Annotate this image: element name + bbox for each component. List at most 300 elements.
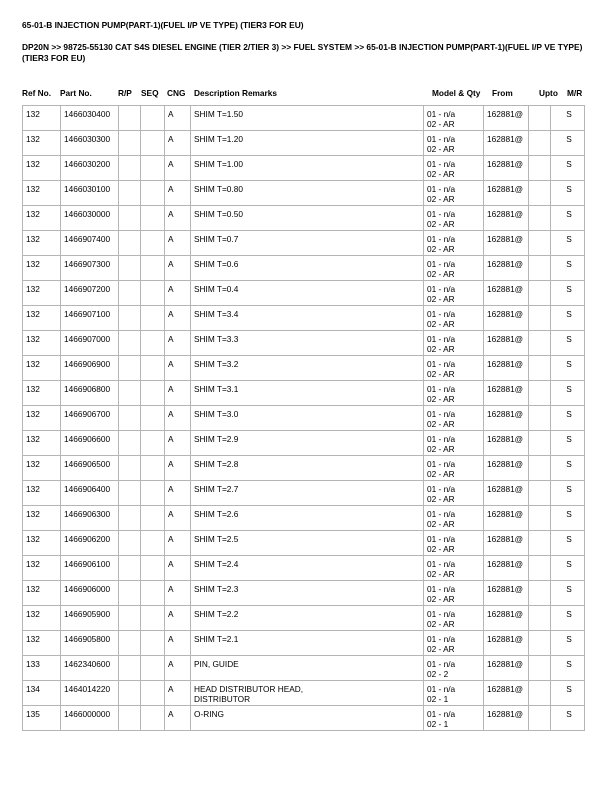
cell-model-qty: [424, 606, 484, 631]
cell-mr-text: S: [566, 434, 572, 444]
cell-from-text: 162881@: [487, 209, 524, 219]
cell-rp: [119, 156, 141, 181]
cell-mr-text: S: [566, 134, 572, 144]
cell-mr-text: S: [566, 359, 572, 369]
cell-mr-text: S: [566, 384, 572, 394]
cell-rp: [119, 581, 141, 606]
cell-mr: [551, 206, 585, 231]
cell-ref: [23, 131, 61, 156]
cell-model-qty-text: 02 - AR: [427, 469, 455, 479]
cell-cng-text: A: [168, 384, 174, 394]
cell-mr-text: S: [566, 159, 572, 169]
cell-cng-text: A: [168, 109, 174, 119]
cell-model-qty: [424, 706, 484, 731]
cell-description-text: SHIM T=0.4: [194, 284, 239, 294]
cell-ref: [23, 606, 61, 631]
cell-ref: [23, 631, 61, 656]
cell-model-qty: [424, 181, 484, 206]
cell-rp: [119, 181, 141, 206]
cell-mr: [551, 356, 585, 381]
cell-description-text: SHIM T=2.1: [194, 634, 239, 644]
table-row: [23, 431, 585, 456]
cell-upto: [529, 281, 551, 306]
cell-part-no: [61, 531, 119, 556]
cell-model-qty-text: 02 - AR: [427, 344, 455, 354]
cell-model-qty-text: 02 - AR: [427, 194, 455, 204]
cell-seq: [141, 106, 165, 131]
cell-description-text: SHIM T=0.7: [194, 234, 239, 244]
cell-upto: [529, 456, 551, 481]
cell-upto: [529, 531, 551, 556]
table-row: [23, 156, 585, 181]
cell-model-qty: [424, 281, 484, 306]
cell-model-qty: [424, 206, 484, 231]
col-header-from: From: [492, 88, 513, 98]
cell-model-qty-text: 02 - AR: [427, 144, 455, 154]
cell-seq: [141, 131, 165, 156]
cell-description: [191, 631, 424, 656]
cell-model-qty-text: 01 - n/a: [427, 334, 456, 344]
cell-from-text: 162881@: [487, 659, 524, 669]
cell-mr-text: S: [566, 534, 572, 544]
cell-part-no-text: 1466906400: [64, 484, 111, 494]
cell-upto: [529, 556, 551, 581]
cell-description: [191, 231, 424, 256]
cell-from: [484, 281, 529, 306]
cell-model-qty-text: 01 - n/a: [427, 434, 456, 444]
cell-rp: [119, 306, 141, 331]
cell-model-qty: [424, 531, 484, 556]
cell-model-qty-text: 01 - n/a: [427, 559, 456, 569]
col-header-part: Part No.: [60, 88, 92, 98]
cell-rp: [119, 206, 141, 231]
cell-cng-text: A: [168, 534, 174, 544]
cell-ref-text: 132: [26, 409, 40, 419]
cell-part-no: [61, 581, 119, 606]
cell-mr: [551, 106, 585, 131]
cell-description: [191, 381, 424, 406]
cell-upto: [529, 206, 551, 231]
cell-description-text: SHIM T=3.4: [194, 309, 239, 319]
cell-mr-text: S: [566, 334, 572, 344]
cell-upto: [529, 406, 551, 431]
cell-part-no: [61, 406, 119, 431]
cell-mr-text: S: [566, 309, 572, 319]
table-row: [23, 106, 585, 131]
cell-seq: [141, 181, 165, 206]
cell-mr: [551, 381, 585, 406]
cell-from-text: 162881@: [487, 359, 524, 369]
cell-part-no: [61, 656, 119, 681]
cell-rp: [119, 556, 141, 581]
cell-description: [191, 606, 424, 631]
cell-mr: [551, 156, 585, 181]
cell-cng: [165, 631, 191, 656]
cell-ref: [23, 281, 61, 306]
cell-seq: [141, 531, 165, 556]
cell-description-text: SHIM T=1.20: [194, 134, 243, 144]
cell-upto: [529, 681, 551, 706]
cell-ref: [23, 681, 61, 706]
cell-part-no-text: 1466906600: [64, 434, 111, 444]
cell-from-text: 162881@: [487, 184, 524, 194]
cell-part-no-text: 1466906300: [64, 509, 111, 519]
cell-mr: [551, 506, 585, 531]
cell-cng: [165, 206, 191, 231]
table-row: [23, 231, 585, 256]
cell-rp: [119, 381, 141, 406]
cell-ref-text: 132: [26, 509, 40, 519]
cell-mr: [551, 481, 585, 506]
cell-part-no-text: 1466906800: [64, 384, 111, 394]
cell-from-text: 162881@: [487, 534, 524, 544]
cell-cng: [165, 506, 191, 531]
cell-ref-text: 132: [26, 384, 40, 394]
cell-cng-text: A: [168, 159, 174, 169]
cell-upto: [529, 431, 551, 456]
cell-model-qty: [424, 106, 484, 131]
table-row: [23, 356, 585, 381]
cell-model-qty: [424, 556, 484, 581]
cell-ref-text: 132: [26, 159, 40, 169]
cell-description-text: PIN, GUIDE: [194, 659, 239, 669]
cell-description: [191, 281, 424, 306]
cell-ref: [23, 256, 61, 281]
cell-model-qty-text: 02 - AR: [427, 419, 455, 429]
cell-part-no: [61, 356, 119, 381]
cell-rp: [119, 481, 141, 506]
cell-model-qty: [424, 231, 484, 256]
cell-cng-text: A: [168, 609, 174, 619]
cell-rp: [119, 456, 141, 481]
cell-upto: [529, 706, 551, 731]
cell-part-no: [61, 681, 119, 706]
cell-model-qty: [424, 631, 484, 656]
cell-rp: [119, 706, 141, 731]
cell-ref-text: 132: [26, 484, 40, 494]
cell-part-no: [61, 231, 119, 256]
cell-rp: [119, 406, 141, 431]
cell-part-no-text: 1466907100: [64, 309, 111, 319]
cell-ref-text: 132: [26, 309, 40, 319]
table-row: [23, 681, 585, 706]
cell-mr: [551, 181, 585, 206]
cell-description: [191, 581, 424, 606]
col-header-model: Model & Qty: [432, 88, 481, 98]
cell-upto: [529, 306, 551, 331]
cell-model-qty: [424, 331, 484, 356]
table-row: [23, 556, 585, 581]
cell-description: [191, 431, 424, 456]
cell-cng: [165, 281, 191, 306]
cell-description-text: SHIM T=2.4: [194, 559, 239, 569]
cell-from: [484, 581, 529, 606]
cell-from-text: 162881@: [487, 634, 524, 644]
cell-ref-text: 132: [26, 434, 40, 444]
table-row: [23, 456, 585, 481]
cell-model-qty: [424, 506, 484, 531]
cell-ref-text: 135: [26, 709, 40, 719]
table-row: [23, 181, 585, 206]
cell-upto: [529, 156, 551, 181]
cell-from-text: 162881@: [487, 109, 524, 119]
cell-upto: [529, 606, 551, 631]
col-header-ref: Ref No.: [22, 88, 52, 98]
cell-description-text: SHIM T=2.6: [194, 509, 239, 519]
cell-model-qty: [424, 456, 484, 481]
cell-cng: [165, 231, 191, 256]
cell-rp: [119, 131, 141, 156]
cell-model-qty: [424, 131, 484, 156]
cell-cng: [165, 581, 191, 606]
cell-part-no: [61, 206, 119, 231]
cell-model-qty-text: 02 - AR: [427, 494, 455, 504]
cell-cng-text: A: [168, 209, 174, 219]
cell-mr: [551, 406, 585, 431]
table-row: [23, 256, 585, 281]
cell-part-no-text: 1466906900: [64, 359, 111, 369]
cell-cng-text: A: [168, 234, 174, 244]
cell-part-no-text: 1466030000: [64, 209, 111, 219]
cell-description-text: SHIM T=2.2: [194, 609, 239, 619]
cell-description: [191, 206, 424, 231]
cell-part-no-text: 1466030400: [64, 109, 111, 119]
table-row: [23, 131, 585, 156]
cell-from: [484, 131, 529, 156]
cell-ref: [23, 706, 61, 731]
cell-mr: [551, 706, 585, 731]
cell-ref-text: 132: [26, 109, 40, 119]
cell-mr-text: S: [566, 409, 572, 419]
cell-description-text: SHIM T=3.0: [194, 409, 239, 419]
cell-description-text: SHIM T=2.3: [194, 584, 239, 594]
cell-from: [484, 631, 529, 656]
cell-from: [484, 706, 529, 731]
cell-cng: [165, 256, 191, 281]
cell-part-no-text: 1466906100: [64, 559, 111, 569]
cell-seq: [141, 381, 165, 406]
col-header-cng: CNG: [167, 88, 186, 98]
cell-upto: [529, 256, 551, 281]
cell-upto: [529, 231, 551, 256]
cell-description-text: SHIM T=2.8: [194, 459, 239, 469]
cell-part-no: [61, 606, 119, 631]
cell-mr-text: S: [566, 559, 572, 569]
cell-mr-text: S: [566, 634, 572, 644]
cell-rp: [119, 631, 141, 656]
cell-cng-text: A: [168, 584, 174, 594]
cell-from: [484, 481, 529, 506]
cell-seq: [141, 681, 165, 706]
cell-description-text: SHIM T=2.9: [194, 434, 239, 444]
cell-part-no: [61, 256, 119, 281]
table-row: [23, 481, 585, 506]
cell-from-text: 162881@: [487, 409, 524, 419]
cell-cng-text: A: [168, 284, 174, 294]
table-row: [23, 406, 585, 431]
cell-cng: [165, 656, 191, 681]
cell-model-qty-text: 02 - AR: [427, 369, 455, 379]
cell-rp: [119, 506, 141, 531]
cell-seq: [141, 356, 165, 381]
cell-mr: [551, 131, 585, 156]
cell-from: [484, 606, 529, 631]
cell-upto: [529, 656, 551, 681]
cell-description-text: DISTRIBUTOR: [194, 694, 251, 704]
cell-ref: [23, 556, 61, 581]
cell-upto: [529, 581, 551, 606]
cell-ref: [23, 406, 61, 431]
table-row: [23, 706, 585, 731]
cell-model-qty-text: 02 - 1: [427, 719, 449, 729]
cell-ref-text: 132: [26, 634, 40, 644]
cell-cng: [165, 681, 191, 706]
cell-from-text: 162881@: [487, 159, 524, 169]
table-row: [23, 281, 585, 306]
cell-ref-text: 132: [26, 584, 40, 594]
cell-mr-text: S: [566, 459, 572, 469]
cell-model-qty: [424, 306, 484, 331]
cell-from-text: 162881@: [487, 284, 524, 294]
cell-description-text: SHIM T=0.6: [194, 259, 239, 269]
cell-from: [484, 381, 529, 406]
cell-rp: [119, 606, 141, 631]
cell-model-qty: [424, 681, 484, 706]
cell-description-text: SHIM T=1.50: [194, 109, 243, 119]
cell-description: [191, 681, 424, 706]
cell-from: [484, 306, 529, 331]
cell-from: [484, 506, 529, 531]
cell-seq: [141, 406, 165, 431]
cell-seq: [141, 506, 165, 531]
cell-from-text: 162881@: [487, 559, 524, 569]
cell-part-no: [61, 506, 119, 531]
cell-part-no: [61, 156, 119, 181]
cell-mr-text: S: [566, 584, 572, 594]
cell-model-qty-text: 02 - AR: [427, 119, 455, 129]
cell-upto: [529, 506, 551, 531]
cell-from-text: 162881@: [487, 384, 524, 394]
parts-table-body: [23, 106, 585, 731]
cell-from: [484, 656, 529, 681]
cell-model-qty-text: 01 - n/a: [427, 284, 456, 294]
cell-ref-text: 132: [26, 609, 40, 619]
table-row: [23, 656, 585, 681]
cell-from: [484, 681, 529, 706]
cell-cng: [165, 306, 191, 331]
cell-mr: [551, 231, 585, 256]
cell-from-text: 162881@: [487, 134, 524, 144]
cell-description-text: SHIM T=2.5: [194, 534, 239, 544]
cell-description: [191, 456, 424, 481]
cell-ref: [23, 156, 61, 181]
cell-from: [484, 331, 529, 356]
cell-seq: [141, 456, 165, 481]
cell-model-qty-text: 01 - n/a: [427, 309, 456, 319]
cell-part-no: [61, 431, 119, 456]
cell-cng-text: A: [168, 709, 174, 719]
cell-seq: [141, 306, 165, 331]
cell-model-qty: [424, 381, 484, 406]
cell-model-qty-text: 02 - AR: [427, 594, 455, 604]
cell-description: [191, 356, 424, 381]
cell-seq: [141, 556, 165, 581]
cell-model-qty-text: 02 - AR: [427, 569, 455, 579]
cell-mr-text: S: [566, 684, 572, 694]
cell-mr-text: S: [566, 209, 572, 219]
cell-mr: [551, 606, 585, 631]
cell-mr-text: S: [566, 659, 572, 669]
cell-rp: [119, 356, 141, 381]
cell-rp: [119, 656, 141, 681]
cell-mr-text: S: [566, 609, 572, 619]
cell-model-qty: [424, 431, 484, 456]
cell-cng-text: A: [168, 634, 174, 644]
cell-ref: [23, 331, 61, 356]
parts-table: [22, 105, 585, 731]
cell-part-no-text: 1466905800: [64, 634, 111, 644]
cell-cng: [165, 331, 191, 356]
cell-part-no-text: 1466906200: [64, 534, 111, 544]
cell-model-qty-text: 02 - 1: [427, 694, 449, 704]
cell-cng-text: A: [168, 409, 174, 419]
cell-ref: [23, 481, 61, 506]
cell-part-no-text: 1466030200: [64, 159, 111, 169]
cell-model-qty-text: 02 - AR: [427, 244, 455, 254]
page-title: 65-01-B INJECTION PUMP(PART-1)(FUEL I/P VE TYPE) (TIER3 FOR EU): [22, 20, 304, 30]
cell-from-text: 162881@: [487, 609, 524, 619]
cell-model-qty-text: 01 - n/a: [427, 359, 456, 369]
cell-ref: [23, 656, 61, 681]
cell-seq: [141, 256, 165, 281]
cell-model-qty-text: 01 - n/a: [427, 484, 456, 494]
cell-from: [484, 406, 529, 431]
cell-ref: [23, 581, 61, 606]
cell-model-qty-text: 01 - n/a: [427, 659, 456, 669]
cell-part-no-text: 1466907200: [64, 284, 111, 294]
cell-ref: [23, 381, 61, 406]
cell-model-qty-text: 01 - n/a: [427, 259, 456, 269]
cell-cng-text: A: [168, 134, 174, 144]
cell-mr-text: S: [566, 109, 572, 119]
cell-mr-text: S: [566, 484, 572, 494]
cell-part-no-text: 1462340600: [64, 659, 111, 669]
cell-ref-text: 132: [26, 259, 40, 269]
breadcrumb: DP20N >> 98725-55130 CAT S4S DIESEL ENGINE (TIER 2/TIER 3) >> FUEL SYSTEM >> 65-01-B INJECTION PUMP(PART-1)(FUEL I/P VE TYPE) (TIER3 FOR EU): [22, 42, 583, 63]
cell-seq: [141, 231, 165, 256]
cell-from-text: 162881@: [487, 484, 524, 494]
cell-mr: [551, 631, 585, 656]
cell-from: [484, 256, 529, 281]
cell-model-qty-text: 01 - n/a: [427, 134, 456, 144]
cell-rp: [119, 256, 141, 281]
cell-part-no-text: 1466907400: [64, 234, 111, 244]
cell-model-qty-text: 01 - n/a: [427, 459, 456, 469]
cell-ref: [23, 356, 61, 381]
cell-cng-text: A: [168, 359, 174, 369]
cell-ref: [23, 531, 61, 556]
cell-seq: [141, 706, 165, 731]
cell-mr: [551, 681, 585, 706]
cell-mr: [551, 656, 585, 681]
cell-ref: [23, 506, 61, 531]
cell-ref: [23, 431, 61, 456]
cell-model-qty-text: 02 - AR: [427, 544, 455, 554]
cell-mr-text: S: [566, 234, 572, 244]
cell-model-qty-text: 02 - AR: [427, 319, 455, 329]
cell-from-text: 162881@: [487, 509, 524, 519]
cell-cng: [165, 406, 191, 431]
